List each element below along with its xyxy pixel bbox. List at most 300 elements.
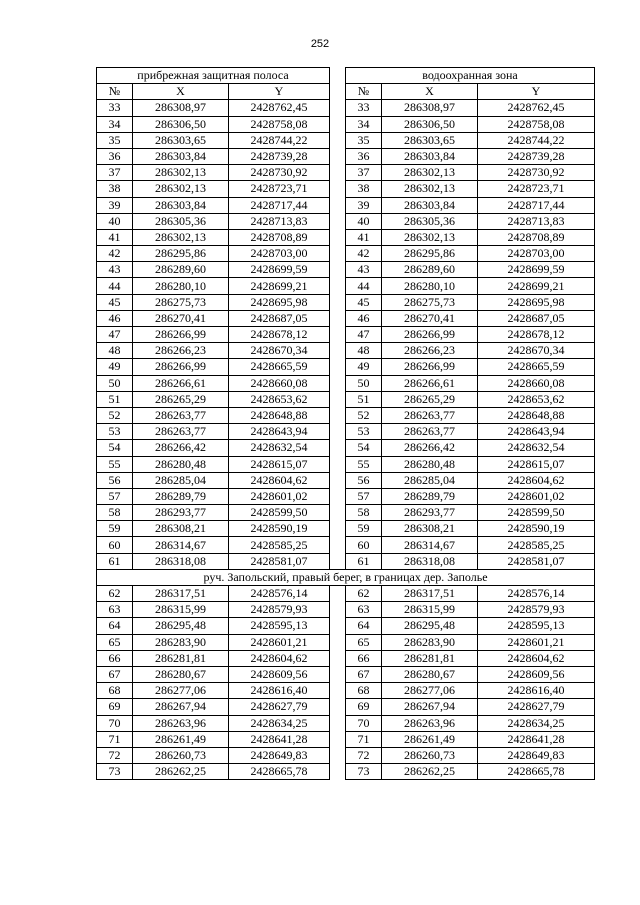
- point-number: 52: [346, 407, 382, 423]
- y-coordinate: 2428744,22: [229, 132, 330, 148]
- x-coordinate: 286262,25: [382, 764, 478, 780]
- point-number: 33: [97, 100, 133, 116]
- y-coordinate: 2428703,00: [478, 246, 595, 262]
- y-coordinate: 2428699,59: [229, 262, 330, 278]
- y-coordinate: 2428581,07: [478, 553, 595, 569]
- y-coordinate: 2428615,07: [478, 456, 595, 472]
- x-coordinate: 286302,13: [133, 165, 229, 181]
- table-row: [97, 116, 595, 132]
- x-coordinate: 286289,79: [382, 488, 478, 504]
- x-coordinate: 286289,60: [133, 262, 229, 278]
- y-coordinate: 2428604,62: [478, 472, 595, 488]
- point-number: 39: [346, 197, 382, 213]
- point-number: 61: [97, 553, 133, 569]
- section-row: [97, 569, 595, 585]
- point-number: 45: [97, 294, 133, 310]
- table-row: [97, 764, 595, 780]
- x-coordinate: 286302,13: [382, 165, 478, 181]
- table-row: [97, 666, 595, 682]
- y-coordinate: 2428670,34: [229, 343, 330, 359]
- x-coordinate: 286270,41: [382, 310, 478, 326]
- table-row: [97, 747, 595, 763]
- title-row: [97, 68, 595, 84]
- point-number: 56: [97, 472, 133, 488]
- header-row: [97, 84, 595, 100]
- x-coordinate: 286267,94: [382, 699, 478, 715]
- point-number: 46: [97, 310, 133, 326]
- y-coordinate: 2428581,07: [229, 553, 330, 569]
- y-coordinate: 2428627,79: [229, 699, 330, 715]
- col-num-right: №: [346, 84, 382, 100]
- x-coordinate: 286277,06: [133, 683, 229, 699]
- x-coordinate: 286280,48: [382, 456, 478, 472]
- y-coordinate: 2428609,56: [229, 666, 330, 682]
- point-number: 36: [97, 148, 133, 164]
- x-coordinate: 286295,48: [133, 618, 229, 634]
- x-coordinate: 286281,81: [382, 650, 478, 666]
- x-coordinate: 286263,77: [382, 407, 478, 423]
- x-coordinate: 286262,25: [133, 764, 229, 780]
- y-coordinate: 2428632,54: [478, 440, 595, 456]
- y-coordinate: 2428665,59: [478, 359, 595, 375]
- y-coordinate: 2428648,88: [478, 407, 595, 423]
- point-number: 59: [97, 521, 133, 537]
- table-row: [97, 262, 595, 278]
- table-row: [97, 715, 595, 731]
- point-number: 54: [346, 440, 382, 456]
- y-coordinate: 2428665,78: [478, 764, 595, 780]
- point-number: 38: [97, 181, 133, 197]
- x-coordinate: 286260,73: [133, 747, 229, 763]
- point-number: 51: [346, 391, 382, 407]
- y-coordinate: 2428643,94: [229, 424, 330, 440]
- y-coordinate: 2428641,28: [478, 731, 595, 747]
- y-coordinate: 2428641,28: [229, 731, 330, 747]
- x-coordinate: 286266,23: [382, 343, 478, 359]
- y-coordinate: 2428649,83: [229, 747, 330, 763]
- y-coordinate: 2428730,92: [229, 165, 330, 181]
- x-coordinate: 286289,60: [382, 262, 478, 278]
- y-coordinate: 2428739,28: [229, 148, 330, 164]
- table-row: [97, 181, 595, 197]
- table-row: [97, 521, 595, 537]
- y-coordinate: 2428609,56: [478, 666, 595, 682]
- x-coordinate: 286308,21: [133, 521, 229, 537]
- table-row: [97, 488, 595, 504]
- point-number: 65: [97, 634, 133, 650]
- point-number: 69: [97, 699, 133, 715]
- y-coordinate: 2428703,00: [229, 246, 330, 262]
- y-coordinate: 2428632,54: [229, 440, 330, 456]
- table-row: [97, 148, 595, 164]
- x-coordinate: 286261,49: [133, 731, 229, 747]
- x-coordinate: 286303,84: [133, 148, 229, 164]
- point-number: 35: [97, 132, 133, 148]
- x-coordinate: 286263,77: [133, 407, 229, 423]
- table-row: [97, 407, 595, 423]
- point-number: 61: [346, 553, 382, 569]
- point-number: 72: [346, 747, 382, 763]
- table-row: [97, 359, 595, 375]
- x-coordinate: 286280,67: [382, 666, 478, 682]
- x-coordinate: 286315,99: [382, 602, 478, 618]
- x-coordinate: 286266,61: [133, 375, 229, 391]
- y-coordinate: 2428670,34: [478, 343, 595, 359]
- coordinates-table: [96, 67, 595, 780]
- x-coordinate: 286260,73: [382, 747, 478, 763]
- y-coordinate: 2428708,89: [478, 229, 595, 245]
- y-coordinate: 2428708,89: [229, 229, 330, 245]
- point-number: 50: [346, 375, 382, 391]
- y-coordinate: 2428643,94: [478, 424, 595, 440]
- table-row: [97, 165, 595, 181]
- x-coordinate: 286266,99: [382, 327, 478, 343]
- x-coordinate: 286308,97: [133, 100, 229, 116]
- x-coordinate: 286305,36: [133, 213, 229, 229]
- x-coordinate: 286315,99: [133, 602, 229, 618]
- y-coordinate: 2428604,62: [478, 650, 595, 666]
- table-row: [97, 472, 595, 488]
- y-coordinate: 2428687,05: [229, 310, 330, 326]
- x-coordinate: 286280,48: [133, 456, 229, 472]
- table-row: [97, 634, 595, 650]
- table-row: [97, 456, 595, 472]
- col-y-right: Y: [478, 84, 595, 100]
- x-coordinate: 286314,67: [133, 537, 229, 553]
- y-coordinate: 2428665,78: [229, 764, 330, 780]
- point-number: 47: [346, 327, 382, 343]
- point-number: 70: [346, 715, 382, 731]
- x-coordinate: 286295,48: [382, 618, 478, 634]
- table-row: [97, 618, 595, 634]
- y-coordinate: 2428576,14: [478, 586, 595, 602]
- point-number: 49: [97, 359, 133, 375]
- table-row: [97, 553, 595, 569]
- y-coordinate: 2428601,02: [229, 488, 330, 504]
- x-coordinate: 286265,29: [382, 391, 478, 407]
- y-coordinate: 2428762,45: [478, 100, 595, 116]
- point-number: 64: [97, 618, 133, 634]
- y-coordinate: 2428762,45: [229, 100, 330, 116]
- x-coordinate: 286295,86: [133, 246, 229, 262]
- x-coordinate: 286266,99: [382, 359, 478, 375]
- y-coordinate: 2428585,25: [478, 537, 595, 553]
- x-coordinate: 286266,61: [382, 375, 478, 391]
- x-coordinate: 286302,13: [133, 229, 229, 245]
- point-number: 66: [97, 650, 133, 666]
- table-row: [97, 197, 595, 213]
- y-coordinate: 2428665,59: [229, 359, 330, 375]
- point-number: 39: [97, 197, 133, 213]
- y-coordinate: 2428595,13: [229, 618, 330, 634]
- x-coordinate: 286289,79: [133, 488, 229, 504]
- point-number: 44: [346, 278, 382, 294]
- x-coordinate: 286263,96: [382, 715, 478, 731]
- x-coordinate: 286303,65: [133, 132, 229, 148]
- point-number: 73: [97, 764, 133, 780]
- y-coordinate: 2428604,62: [229, 472, 330, 488]
- y-coordinate: 2428678,12: [478, 327, 595, 343]
- table-row: [97, 278, 595, 294]
- x-coordinate: 286303,84: [133, 197, 229, 213]
- x-coordinate: 286308,21: [382, 521, 478, 537]
- x-coordinate: 286293,77: [133, 505, 229, 521]
- y-coordinate: 2428699,21: [478, 278, 595, 294]
- x-coordinate: 286293,77: [382, 505, 478, 521]
- point-number: 40: [97, 213, 133, 229]
- x-coordinate: 286265,29: [133, 391, 229, 407]
- x-coordinate: 286267,94: [133, 699, 229, 715]
- x-coordinate: 286302,13: [133, 181, 229, 197]
- point-number: 66: [346, 650, 382, 666]
- x-coordinate: 286261,49: [382, 731, 478, 747]
- point-number: 36: [346, 148, 382, 164]
- x-coordinate: 286266,99: [133, 327, 229, 343]
- y-coordinate: 2428695,98: [478, 294, 595, 310]
- point-number: 40: [346, 213, 382, 229]
- y-coordinate: 2428730,92: [478, 165, 595, 181]
- y-coordinate: 2428579,93: [478, 602, 595, 618]
- y-coordinate: 2428585,25: [229, 537, 330, 553]
- point-number: 41: [346, 229, 382, 245]
- point-number: 62: [97, 586, 133, 602]
- table-row: [97, 294, 595, 310]
- y-coordinate: 2428660,08: [478, 375, 595, 391]
- y-coordinate: 2428660,08: [229, 375, 330, 391]
- x-coordinate: 286285,04: [382, 472, 478, 488]
- y-coordinate: 2428616,40: [229, 683, 330, 699]
- y-coordinate: 2428758,08: [229, 116, 330, 132]
- x-coordinate: 286280,67: [133, 666, 229, 682]
- table-row: [97, 602, 595, 618]
- y-coordinate: 2428717,44: [478, 197, 595, 213]
- table-row: [97, 229, 595, 245]
- x-coordinate: 286318,08: [133, 553, 229, 569]
- point-number: 44: [97, 278, 133, 294]
- page-number: 252: [310, 38, 330, 50]
- y-coordinate: 2428678,12: [229, 327, 330, 343]
- point-number: 67: [97, 666, 133, 682]
- y-coordinate: 2428695,98: [229, 294, 330, 310]
- table-row: [97, 213, 595, 229]
- y-coordinate: 2428590,19: [478, 521, 595, 537]
- point-number: 45: [346, 294, 382, 310]
- point-number: 53: [97, 424, 133, 440]
- y-coordinate: 2428601,21: [229, 634, 330, 650]
- x-coordinate: 286281,81: [133, 650, 229, 666]
- section-label: руч. Запольский, правый берег, в границах дер. Заполье: [97, 569, 595, 585]
- point-number: 41: [97, 229, 133, 245]
- y-coordinate: 2428579,93: [229, 602, 330, 618]
- col-y-left: Y: [229, 84, 330, 100]
- y-coordinate: 2428687,05: [478, 310, 595, 326]
- point-number: 52: [97, 407, 133, 423]
- point-number: 64: [346, 618, 382, 634]
- point-number: 58: [346, 505, 382, 521]
- y-coordinate: 2428604,62: [229, 650, 330, 666]
- y-coordinate: 2428616,40: [478, 683, 595, 699]
- x-coordinate: 286303,84: [382, 197, 478, 213]
- point-number: 33: [346, 100, 382, 116]
- right-title: водоохранная зона: [346, 68, 595, 84]
- point-number: 57: [97, 488, 133, 504]
- table-row: [97, 537, 595, 553]
- point-number: 56: [346, 472, 382, 488]
- y-coordinate: 2428649,83: [478, 747, 595, 763]
- point-number: 47: [97, 327, 133, 343]
- point-number: 43: [346, 262, 382, 278]
- y-coordinate: 2428713,83: [478, 213, 595, 229]
- table-row: [97, 699, 595, 715]
- point-number: 65: [346, 634, 382, 650]
- y-coordinate: 2428615,07: [229, 456, 330, 472]
- table-row: [97, 586, 595, 602]
- point-number: 55: [97, 456, 133, 472]
- y-coordinate: 2428595,13: [478, 618, 595, 634]
- col-x-left: X: [133, 84, 229, 100]
- col-num-left: №: [97, 84, 133, 100]
- point-number: 34: [97, 116, 133, 132]
- table-row: [97, 731, 595, 747]
- y-coordinate: 2428739,28: [478, 148, 595, 164]
- y-coordinate: 2428601,21: [478, 634, 595, 650]
- y-coordinate: 2428744,22: [478, 132, 595, 148]
- table-row: [97, 327, 595, 343]
- point-number: 48: [97, 343, 133, 359]
- table-row: [97, 650, 595, 666]
- table-row: [97, 375, 595, 391]
- point-number: 50: [97, 375, 133, 391]
- point-number: 60: [97, 537, 133, 553]
- y-coordinate: 2428713,83: [229, 213, 330, 229]
- x-coordinate: 286303,84: [382, 148, 478, 164]
- y-coordinate: 2428599,50: [478, 505, 595, 521]
- x-coordinate: 286277,06: [382, 683, 478, 699]
- x-coordinate: 286280,10: [133, 278, 229, 294]
- y-coordinate: 2428576,14: [229, 586, 330, 602]
- x-coordinate: 286275,73: [382, 294, 478, 310]
- x-coordinate: 286263,77: [382, 424, 478, 440]
- x-coordinate: 286308,97: [382, 100, 478, 116]
- table-row: [97, 683, 595, 699]
- y-coordinate: 2428599,50: [229, 505, 330, 521]
- y-coordinate: 2428634,25: [229, 715, 330, 731]
- y-coordinate: 2428653,62: [478, 391, 595, 407]
- point-number: 59: [346, 521, 382, 537]
- point-number: 73: [346, 764, 382, 780]
- point-number: 71: [346, 731, 382, 747]
- x-coordinate: 286317,51: [382, 586, 478, 602]
- point-number: 37: [346, 165, 382, 181]
- table-row: [97, 391, 595, 407]
- point-number: 72: [97, 747, 133, 763]
- y-coordinate: 2428590,19: [229, 521, 330, 537]
- point-number: 57: [346, 488, 382, 504]
- x-coordinate: 286266,23: [133, 343, 229, 359]
- x-coordinate: 286266,42: [133, 440, 229, 456]
- point-number: 55: [346, 456, 382, 472]
- x-coordinate: 286305,36: [382, 213, 478, 229]
- point-number: 58: [97, 505, 133, 521]
- col-x-right: X: [382, 84, 478, 100]
- point-number: 35: [346, 132, 382, 148]
- point-number: 34: [346, 116, 382, 132]
- point-number: 69: [346, 699, 382, 715]
- point-number: 38: [346, 181, 382, 197]
- point-number: 68: [97, 683, 133, 699]
- table-row: [97, 343, 595, 359]
- point-number: 46: [346, 310, 382, 326]
- point-number: 62: [346, 586, 382, 602]
- point-number: 49: [346, 359, 382, 375]
- x-coordinate: 286275,73: [133, 294, 229, 310]
- point-number: 68: [346, 683, 382, 699]
- table-row: [97, 246, 595, 262]
- table-row: [97, 100, 595, 116]
- x-coordinate: 286270,41: [133, 310, 229, 326]
- x-coordinate: 286318,08: [382, 553, 478, 569]
- x-coordinate: 286302,13: [382, 181, 478, 197]
- y-coordinate: 2428699,21: [229, 278, 330, 294]
- x-coordinate: 286280,10: [382, 278, 478, 294]
- y-coordinate: 2428723,71: [478, 181, 595, 197]
- y-coordinate: 2428699,59: [478, 262, 595, 278]
- point-number: 37: [97, 165, 133, 181]
- point-number: 71: [97, 731, 133, 747]
- x-coordinate: 286263,96: [133, 715, 229, 731]
- y-coordinate: 2428653,62: [229, 391, 330, 407]
- y-coordinate: 2428601,02: [478, 488, 595, 504]
- x-coordinate: 286302,13: [382, 229, 478, 245]
- point-number: 42: [97, 246, 133, 262]
- y-coordinate: 2428758,08: [478, 116, 595, 132]
- point-number: 70: [97, 715, 133, 731]
- point-number: 67: [346, 666, 382, 682]
- x-coordinate: 286283,90: [133, 634, 229, 650]
- point-number: 43: [97, 262, 133, 278]
- point-number: 42: [346, 246, 382, 262]
- point-number: 54: [97, 440, 133, 456]
- y-coordinate: 2428723,71: [229, 181, 330, 197]
- x-coordinate: 286306,50: [133, 116, 229, 132]
- x-coordinate: 286263,77: [133, 424, 229, 440]
- x-coordinate: 286266,99: [133, 359, 229, 375]
- x-coordinate: 286266,42: [382, 440, 478, 456]
- x-coordinate: 286295,86: [382, 246, 478, 262]
- left-title: прибрежная защитная полоса: [97, 68, 330, 84]
- table-row: [97, 310, 595, 326]
- point-number: 63: [97, 602, 133, 618]
- x-coordinate: 286283,90: [382, 634, 478, 650]
- point-number: 51: [97, 391, 133, 407]
- point-number: 63: [346, 602, 382, 618]
- y-coordinate: 2428634,25: [478, 715, 595, 731]
- table-row: [97, 505, 595, 521]
- table-row: [97, 440, 595, 456]
- x-coordinate: 286303,65: [382, 132, 478, 148]
- y-coordinate: 2428717,44: [229, 197, 330, 213]
- x-coordinate: 286306,50: [382, 116, 478, 132]
- point-number: 48: [346, 343, 382, 359]
- point-number: 60: [346, 537, 382, 553]
- x-coordinate: 286317,51: [133, 586, 229, 602]
- point-number: 53: [346, 424, 382, 440]
- y-coordinate: 2428648,88: [229, 407, 330, 423]
- table-row: [97, 132, 595, 148]
- y-coordinate: 2428627,79: [478, 699, 595, 715]
- x-coordinate: 286285,04: [133, 472, 229, 488]
- table-row: [97, 424, 595, 440]
